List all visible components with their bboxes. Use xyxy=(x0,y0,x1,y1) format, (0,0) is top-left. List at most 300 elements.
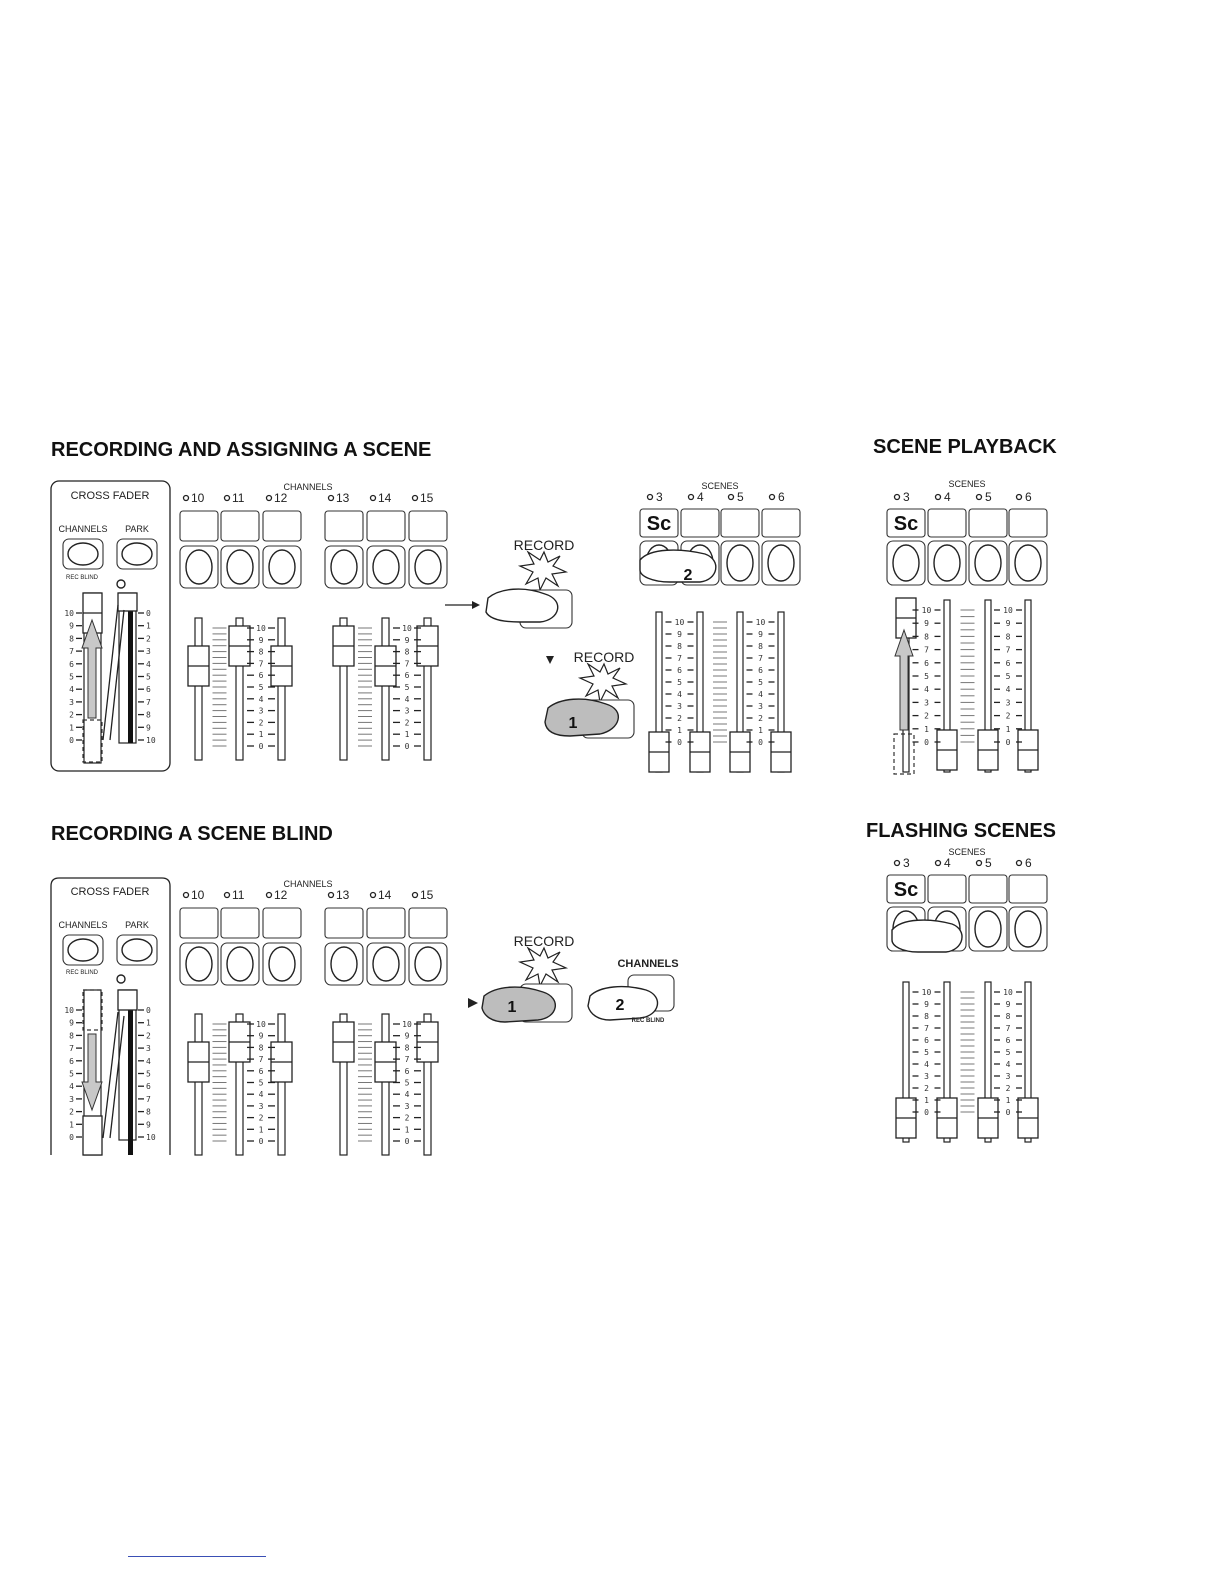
fader-scale-label: 7 xyxy=(258,659,264,669)
fader-scale-label: 8 xyxy=(924,632,929,642)
cross-fader-scale-left xyxy=(64,609,82,745)
channel-fader-track-10 xyxy=(195,1014,202,1155)
channel-button-ring xyxy=(415,550,441,584)
scale-tick-label: 1 xyxy=(146,1018,151,1028)
up-arrow-icon xyxy=(895,630,913,730)
scene-button-ring xyxy=(727,545,753,581)
channel-number-14: 14 xyxy=(378,491,392,505)
fader-scale-label: 0 xyxy=(258,1137,264,1146)
record-button-press-step1 xyxy=(545,649,634,738)
fader-scale-label: 1 xyxy=(924,724,929,734)
fader-scale-label: 7 xyxy=(758,654,763,663)
scene-number-5: 5 xyxy=(737,490,744,504)
cross-fader-black-bar xyxy=(128,1010,133,1155)
channel-number-row xyxy=(184,491,434,505)
scene-button-ring xyxy=(768,545,794,581)
channel-button-ring xyxy=(331,947,357,981)
scenes-heading: SCENES xyxy=(701,481,739,491)
cross-fader-scale-left xyxy=(64,1006,82,1142)
scene-number-6: 6 xyxy=(1025,490,1032,504)
scale-tick-label: 9 xyxy=(146,723,151,733)
fader-scale-label: 5 xyxy=(1005,672,1011,681)
channel-number-11: 11 xyxy=(232,491,245,505)
fader-scale-label: 5 xyxy=(258,1078,264,1088)
scenes-heading: SCENES xyxy=(948,479,986,489)
fader-scale-label: 1 xyxy=(404,1125,410,1135)
scenes-panel-playback xyxy=(887,479,1047,774)
rec-blind-label: REC BLIND xyxy=(65,970,99,976)
scene-display-6 xyxy=(1009,509,1047,537)
fader-scale-label: 9 xyxy=(924,1000,929,1009)
channel-fader-track-12 xyxy=(278,618,285,760)
fader-scale-label: 7 xyxy=(924,1024,929,1033)
fader-scale-label: 8 xyxy=(258,647,264,657)
channel-button-row xyxy=(180,908,447,985)
scale-tick-label: 3 xyxy=(146,647,151,657)
cross-fader-knob-a[interactable] xyxy=(83,1116,102,1155)
flow-arrow-right xyxy=(468,998,478,1008)
fader-scale-label: 6 xyxy=(258,671,264,681)
scene-number-4: 4 xyxy=(697,490,704,504)
scale-tick-label: 7 xyxy=(69,1044,74,1054)
scale-tick-label: 6 xyxy=(69,659,74,669)
fader-scale-label: 7 xyxy=(1005,645,1011,655)
channel-display-13 xyxy=(325,908,363,938)
fader-scale-label: 7 xyxy=(258,1055,264,1065)
scene-button-ring xyxy=(975,545,1001,581)
channel-button-ring xyxy=(373,550,399,584)
scene-number-3: 3 xyxy=(656,490,663,504)
scene-display-5 xyxy=(721,509,759,537)
channels-heading: CHANNELS xyxy=(283,482,333,492)
scene-display-6 xyxy=(762,509,800,537)
rec-blind-led xyxy=(117,580,125,588)
flash-burst-icon xyxy=(520,552,566,590)
fader-scale-label: 10 xyxy=(402,624,412,633)
scene-sc-label: Sc xyxy=(893,513,919,535)
channel-display-13 xyxy=(325,511,363,541)
fader-scale-label: 4 xyxy=(404,1090,410,1100)
fader-scale-label: 10 xyxy=(256,624,266,633)
fader-scale-label: 1 xyxy=(1005,724,1011,734)
fader-scale-label: 9 xyxy=(404,1031,410,1041)
channel-display-14 xyxy=(367,511,405,541)
fader-scale-label: 2 xyxy=(924,711,929,721)
fader-scale-label: 6 xyxy=(258,1066,264,1076)
fader-scale-label: 9 xyxy=(924,619,929,629)
scene-button-ring xyxy=(934,545,960,581)
channel-number-15: 15 xyxy=(420,491,434,505)
scale-tick-label: 0 xyxy=(69,736,74,745)
scale-tick-label: 8 xyxy=(146,1107,151,1117)
fader-scale-label: 3 xyxy=(258,1101,264,1111)
scale-tick-label: 5 xyxy=(69,1069,74,1079)
scene-sc-label: Sc xyxy=(646,513,672,535)
channel-number-10: 10 xyxy=(191,491,205,505)
fader-scale-label: 4 xyxy=(758,690,763,699)
fader-scale-label: 3 xyxy=(258,706,264,716)
fader-scale-label: 3 xyxy=(924,698,929,708)
scale-tick-label: 3 xyxy=(69,697,74,707)
rec-blind-led xyxy=(117,975,125,983)
cross-fader-knob-b[interactable] xyxy=(118,990,137,1010)
fader-scale-label: 1 xyxy=(677,726,682,735)
scene-display-4 xyxy=(681,509,719,537)
fader-scale-label: 1 xyxy=(404,730,410,740)
fader-scale-label: 1 xyxy=(924,1096,929,1105)
channel-number-13: 13 xyxy=(336,491,350,505)
scale-tick-label: 4 xyxy=(69,1082,74,1092)
cross-fader-black-bar xyxy=(128,603,133,743)
fader-scale-label: 4 xyxy=(924,1060,929,1069)
channel-number-13: 13 xyxy=(336,888,350,902)
scale-tick-label: 4 xyxy=(146,1056,151,1066)
scale-tick-label: 6 xyxy=(69,1056,74,1066)
channel-display-10 xyxy=(180,908,218,938)
fader-scale-label: 5 xyxy=(404,683,410,692)
park-button-label: PARK xyxy=(125,920,149,930)
fader-scale-label: 2 xyxy=(677,714,682,723)
fader-scale-label: 9 xyxy=(404,635,410,645)
channels-label-blind: CHANNELS xyxy=(617,958,679,970)
fader-scale-label: 2 xyxy=(924,1084,929,1093)
step-2-label: 2 xyxy=(683,567,693,584)
fader-scale-label: 3 xyxy=(1005,698,1011,708)
fader-scale-label: 10 xyxy=(1003,606,1013,615)
fader-scale-label: 4 xyxy=(924,685,929,695)
channel-button-ring xyxy=(227,947,253,981)
scale-tick-label: 5 xyxy=(146,1069,151,1079)
rec-blind-label: REC BLIND xyxy=(65,575,99,581)
scene-display-4 xyxy=(928,509,966,537)
channel-fader-track-12 xyxy=(278,1014,285,1155)
record-label-blind: RECORD xyxy=(513,933,575,949)
fader-scale-label: 2 xyxy=(258,718,264,728)
scene-display-4 xyxy=(928,875,966,903)
record-label-top: RECORD xyxy=(513,537,575,553)
channel-button-ring xyxy=(269,550,295,584)
fader-scale-label: 5 xyxy=(758,678,763,687)
channel-button-ring xyxy=(331,550,357,584)
scene-display-6 xyxy=(1009,875,1047,903)
step-1-label: 1 xyxy=(568,715,578,732)
fader-scale-label: 2 xyxy=(1005,1084,1011,1093)
hand-icon xyxy=(486,589,558,622)
fader-scale-label: 4 xyxy=(258,1090,264,1100)
scale-tick-label: 0 xyxy=(146,1006,151,1015)
fader-scale-label: 10 xyxy=(674,618,685,627)
fader-scale-label: 7 xyxy=(404,1055,410,1065)
channel-button-ring xyxy=(415,947,441,981)
scale-tick-label: 3 xyxy=(69,1094,74,1104)
channel-number-12: 12 xyxy=(274,888,288,902)
fader-scale-label: 9 xyxy=(258,635,264,645)
channel-display-15 xyxy=(409,908,447,938)
scale-tick-label: 2 xyxy=(146,1031,151,1041)
fader-scale-label: 2 xyxy=(404,718,410,728)
scale-tick-label: 10 xyxy=(146,1133,156,1142)
title-recording-assigning: RECORDING AND ASSIGNING A SCENE xyxy=(51,439,432,461)
fader-scale-label: 7 xyxy=(1005,1024,1011,1033)
scale-tick-label: 2 xyxy=(69,1107,74,1117)
fader-scale-label: 6 xyxy=(758,666,763,675)
scene-number-6: 6 xyxy=(778,490,785,504)
scale-tick-label: 10 xyxy=(146,736,156,745)
channel-fader-track-10 xyxy=(195,618,202,760)
fader-scale-label: 0 xyxy=(1005,1108,1011,1117)
scenes-panel-1 xyxy=(640,481,800,772)
channel-display-15 xyxy=(409,511,447,541)
fader-scale-label: 0 xyxy=(258,742,264,751)
scene-fader-row xyxy=(896,598,1038,772)
fader-scale-label: 4 xyxy=(1005,685,1011,695)
fader-scale-label: 6 xyxy=(677,666,682,675)
fader-scale-label: 3 xyxy=(1005,1072,1011,1081)
scale-tick-label: 8 xyxy=(146,710,151,720)
scene-number-3: 3 xyxy=(903,490,910,504)
channel-number-15: 15 xyxy=(420,888,434,902)
scene-number-4: 4 xyxy=(944,490,951,504)
scale-tick-label: 9 xyxy=(146,1120,151,1130)
fader-scale-label: 9 xyxy=(1005,619,1011,629)
fader-scale-label: 10 xyxy=(921,606,932,615)
scene-number-6: 6 xyxy=(1025,856,1032,870)
fader-scale-label: 5 xyxy=(924,1048,929,1057)
scene-button-ring xyxy=(975,911,1001,947)
scale-tick-label: 2 xyxy=(69,710,74,720)
channel-display-14 xyxy=(367,908,405,938)
fader-scale-label: 4 xyxy=(404,694,410,704)
fader-scale-label: 0 xyxy=(404,1137,410,1146)
fader-scale-label: 1 xyxy=(258,730,264,740)
fader-scale-label: 6 xyxy=(924,658,929,668)
cross-fader-scale-right xyxy=(138,609,156,745)
fader-scale-label: 7 xyxy=(677,654,682,663)
scene-number-5: 5 xyxy=(985,490,992,504)
fader-scale-label: 10 xyxy=(1003,988,1013,997)
scene-number-3: 3 xyxy=(903,856,910,870)
fader-scale-label: 10 xyxy=(402,1020,412,1029)
fader-scale-label: 9 xyxy=(758,630,763,639)
scale-tick-label: 4 xyxy=(146,659,151,669)
fader-scale-label: 9 xyxy=(258,1031,264,1041)
fader-scale-label: 8 xyxy=(404,647,410,657)
fader-scale-label: 0 xyxy=(924,1108,929,1117)
hand-icon xyxy=(545,699,618,736)
fader-scale-label: 10 xyxy=(256,1020,266,1029)
channel-display-12 xyxy=(263,908,301,938)
cross-fader-scale-right xyxy=(138,1006,156,1142)
title-recording-blind: RECORDING A SCENE BLIND xyxy=(51,823,333,845)
fader-scale-label: 3 xyxy=(404,706,410,716)
scenes-heading: SCENES xyxy=(948,847,986,857)
fader-scale-label: 1 xyxy=(258,1125,264,1135)
channel-button-ring xyxy=(186,550,212,584)
scene-number-5: 5 xyxy=(985,856,992,870)
scale-tick-label: 4 xyxy=(69,685,74,695)
scale-tick-label: 2 xyxy=(146,634,151,644)
channel-display-10 xyxy=(180,511,218,541)
fader-scale-label: 5 xyxy=(404,1078,410,1088)
fader-scale-label: 10 xyxy=(921,988,932,997)
fader-scale-label: 8 xyxy=(677,642,682,651)
channel-display-12 xyxy=(263,511,301,541)
channel-fader-row xyxy=(188,618,438,760)
cross-fader-title: CROSS FADER xyxy=(70,886,150,898)
fader-scale-label: 3 xyxy=(924,1072,929,1081)
scale-tick-label: 9 xyxy=(69,621,74,631)
channel-fader-track-14 xyxy=(382,618,389,760)
fader-scale-label: 3 xyxy=(758,702,763,711)
fader-scale-label: 0 xyxy=(404,742,410,751)
fader-scale-label: 0 xyxy=(758,738,763,747)
title-flashing-scenes: FLASHING SCENES xyxy=(866,820,1057,842)
fader-scale-label: 5 xyxy=(677,678,682,687)
fader-scale-label: 1 xyxy=(1005,1096,1011,1105)
fader-scale-label: 1 xyxy=(758,726,763,735)
scale-tick-label: 6 xyxy=(146,685,151,695)
channel-button-ring xyxy=(227,550,253,584)
fader-scale-label: 6 xyxy=(924,1036,929,1045)
channel-button-ring xyxy=(269,947,295,981)
channel-button-ring xyxy=(373,947,399,981)
scenes-panel-flashing xyxy=(887,847,1047,1142)
hand-icon xyxy=(640,550,716,582)
scale-tick-label: 8 xyxy=(69,634,74,644)
scale-tick-label: 5 xyxy=(69,672,74,682)
scale-tick-label: 7 xyxy=(69,647,74,657)
scene-number-4: 4 xyxy=(944,856,951,870)
fader-scale-label: 0 xyxy=(677,738,682,747)
flow-arrow-down xyxy=(546,656,554,664)
hand-icon xyxy=(892,920,962,952)
fader-scale-label: 5 xyxy=(258,683,264,692)
scale-tick-label: 7 xyxy=(146,1094,151,1104)
fader-scale-label: 9 xyxy=(677,630,682,639)
channels-button-label: CHANNELS xyxy=(58,524,108,534)
scale-tick-label: 1 xyxy=(69,1120,74,1130)
fader-scale-label: 7 xyxy=(924,645,929,655)
flash-burst-icon xyxy=(580,664,626,702)
fader-scale-label: 4 xyxy=(677,690,682,699)
hand-icon xyxy=(482,987,555,1022)
cross-fader-track-b xyxy=(119,593,136,743)
cross-fader-track-b xyxy=(119,990,136,1140)
scale-tick-label: 8 xyxy=(69,1031,74,1041)
channel-button-row xyxy=(180,511,447,588)
fader-scale-label: 8 xyxy=(758,642,763,651)
record-button-press-blind xyxy=(482,933,574,1022)
scene-button-row xyxy=(887,509,1047,585)
fader-scale-label: 9 xyxy=(1005,1000,1011,1009)
record-label-bottom: RECORD xyxy=(573,649,635,665)
title-scene-playback: SCENE PLAYBACK xyxy=(873,436,1057,458)
channel-number-row xyxy=(184,888,434,902)
scene-number-row xyxy=(895,490,1033,504)
fader-scale-label: 8 xyxy=(1005,1012,1011,1021)
record-button-press-top xyxy=(486,537,574,628)
channel-button-ring xyxy=(186,947,212,981)
channels-button-press-blind xyxy=(588,958,679,1024)
channel-fader-track-14 xyxy=(382,1014,389,1155)
scene-button-ring xyxy=(893,545,919,581)
scene-button-ring xyxy=(1015,545,1041,581)
rec-blind-label: REC BLIND xyxy=(631,1018,665,1024)
scale-tick-label: 9 xyxy=(69,1018,74,1028)
step-1-label: 1 xyxy=(507,999,517,1016)
fader-scale-label: 3 xyxy=(677,702,682,711)
fader-scale-label: 6 xyxy=(404,1066,410,1076)
scale-tick-label: 6 xyxy=(146,1082,151,1092)
scene-fader-row xyxy=(896,982,1038,1142)
scale-tick-label: 1 xyxy=(69,723,74,733)
step-2-label: 2 xyxy=(615,997,625,1014)
channel-number-10: 10 xyxy=(191,888,205,902)
fader-scale-label: 10 xyxy=(755,618,766,627)
fader-scale-label: 6 xyxy=(1005,1036,1011,1045)
fader-scale-label: 6 xyxy=(1005,658,1011,668)
scale-tick-label: 0 xyxy=(69,1133,74,1142)
channel-display-11 xyxy=(221,511,259,541)
fader-scale-label: 2 xyxy=(258,1113,264,1123)
scale-tick-label: 0 xyxy=(146,609,151,618)
channels-button-label: CHANNELS xyxy=(58,920,108,930)
scale-tick-label: 3 xyxy=(146,1044,151,1054)
scene-display-5 xyxy=(969,875,1007,903)
park-button-label: PARK xyxy=(125,524,149,534)
fader-scale-label: 5 xyxy=(924,672,929,681)
scene-fader-row xyxy=(649,612,791,772)
fader-scale-label: 7 xyxy=(404,659,410,669)
cross-fader-knob-b[interactable] xyxy=(118,593,137,611)
fader-scale-label: 4 xyxy=(1005,1060,1011,1069)
channels-panel-2 xyxy=(180,879,447,1155)
fader-scale-label: 3 xyxy=(404,1101,410,1111)
fader-scale-label: 8 xyxy=(924,1012,929,1021)
scale-tick-label: 1 xyxy=(146,621,151,631)
channels-heading: CHANNELS xyxy=(283,879,333,889)
scene-sc-label: Sc xyxy=(893,879,919,901)
scene-display-5 xyxy=(969,509,1007,537)
footer-link-underline[interactable] xyxy=(128,1556,266,1557)
fader-scale-label: 8 xyxy=(258,1043,264,1053)
fader-scale-label: 0 xyxy=(924,738,929,747)
fader-scale-label: 2 xyxy=(758,714,763,723)
fader-scale-label: 0 xyxy=(1005,738,1011,747)
scene-number-row xyxy=(895,856,1033,870)
channel-fader-row xyxy=(188,1014,438,1155)
scale-tick-label: 5 xyxy=(146,672,151,682)
fader-scale-label: 4 xyxy=(258,694,264,704)
channels-panel-1 xyxy=(180,482,447,760)
scene-button-ring xyxy=(1015,911,1041,947)
scale-tick-label: 10 xyxy=(64,1006,74,1015)
channel-number-14: 14 xyxy=(378,888,392,902)
scale-tick-label: 7 xyxy=(146,697,151,707)
channel-number-11: 11 xyxy=(232,888,245,902)
fader-scale-label: 2 xyxy=(1005,711,1011,721)
fader-scale-label: 2 xyxy=(404,1113,410,1123)
flash-burst-icon xyxy=(520,948,566,986)
cross-fader-panel-2 xyxy=(51,878,170,1155)
scale-tick-label: 10 xyxy=(64,609,74,618)
fader-scale-label: 8 xyxy=(1005,632,1011,642)
channel-display-11 xyxy=(221,908,259,938)
scene-number-row xyxy=(648,490,786,504)
fader-scale-label: 8 xyxy=(404,1043,410,1053)
cross-fader-title: CROSS FADER xyxy=(70,490,150,502)
cross-fader-panel-1 xyxy=(51,481,170,771)
